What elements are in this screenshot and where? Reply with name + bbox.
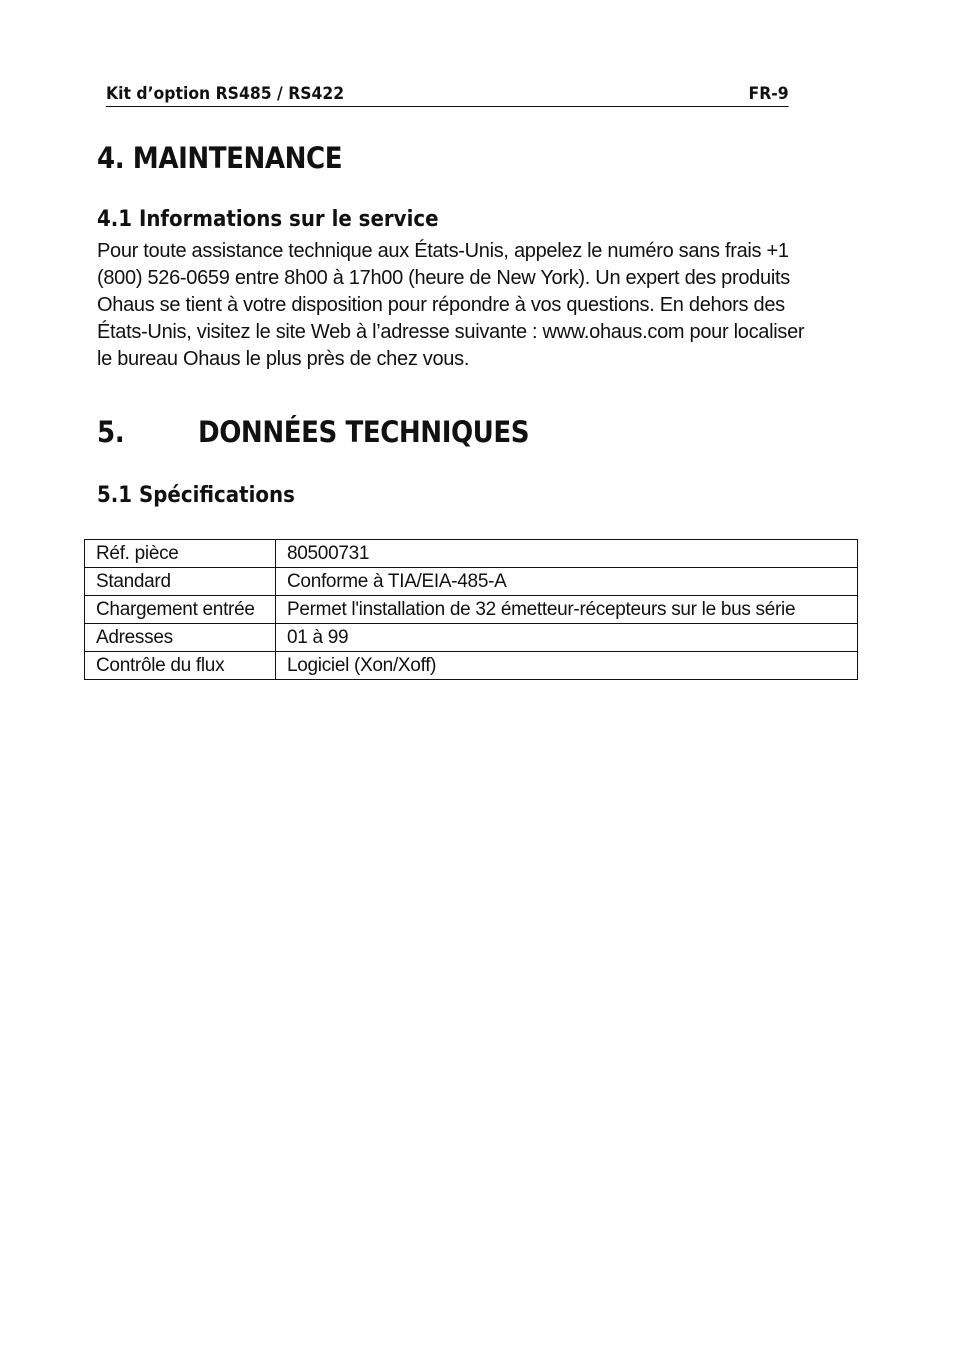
paragraph-line: Pour toute assistance technique aux États-Unis, appelez le numéro sans frais +1 (97, 240, 789, 262)
spec-value: Conforme à TIA/EIA-485-A (276, 568, 858, 596)
spec-label: Standard (85, 568, 276, 596)
section-5-heading (97, 414, 529, 450)
document-title: Kit d’option RS485 / RS422 (106, 84, 345, 104)
spec-value: Permet l'installation de 32 émetteur-récepteurs sur le bus série (276, 596, 858, 624)
spec-value: 80500731 (276, 540, 858, 568)
section-4-heading: 4. MAINTENANCE (97, 141, 343, 175)
table-row (85, 540, 858, 568)
spec-label: Réf. pièce (85, 540, 276, 568)
paragraph-line: (800) 526-0659 entre 8h00 à 17h00 (heure de New York). Un expert des produits (97, 267, 790, 289)
page-number: FR-9 (748, 84, 789, 104)
table-row (85, 568, 858, 596)
paragraph-line: le bureau Ohaus le plus près de chez vous. (97, 348, 470, 370)
section-5-title: DONNÉES TECHNIQUES (197, 415, 530, 449)
section-4-1-heading: 4.1 Informations sur le service (97, 207, 439, 232)
section-5-1-heading: 5.1 Spécifications (97, 483, 295, 508)
spec-value: Logiciel (Xon/Xoff) (276, 652, 858, 680)
spec-label: Chargement entrée (85, 596, 276, 624)
spec-label: Contrôle du flux (85, 652, 276, 680)
page-header (106, 82, 789, 107)
table-row (85, 596, 858, 624)
paragraph-line: Ohaus se tient à votre disposition pour répondre à vos questions. En dehors des (97, 294, 785, 316)
service-info-paragraph (97, 238, 877, 373)
table-row (85, 652, 858, 680)
spec-label: Adresses (85, 624, 276, 652)
specifications-table (84, 539, 858, 680)
section-5-number: 5. (97, 415, 125, 449)
spec-value: 01 à 99 (276, 624, 858, 652)
table-row (85, 624, 858, 652)
paragraph-line: États-Unis, visitez le site Web à l’adresse suivante : www.ohaus.com pour localiser (97, 321, 805, 343)
